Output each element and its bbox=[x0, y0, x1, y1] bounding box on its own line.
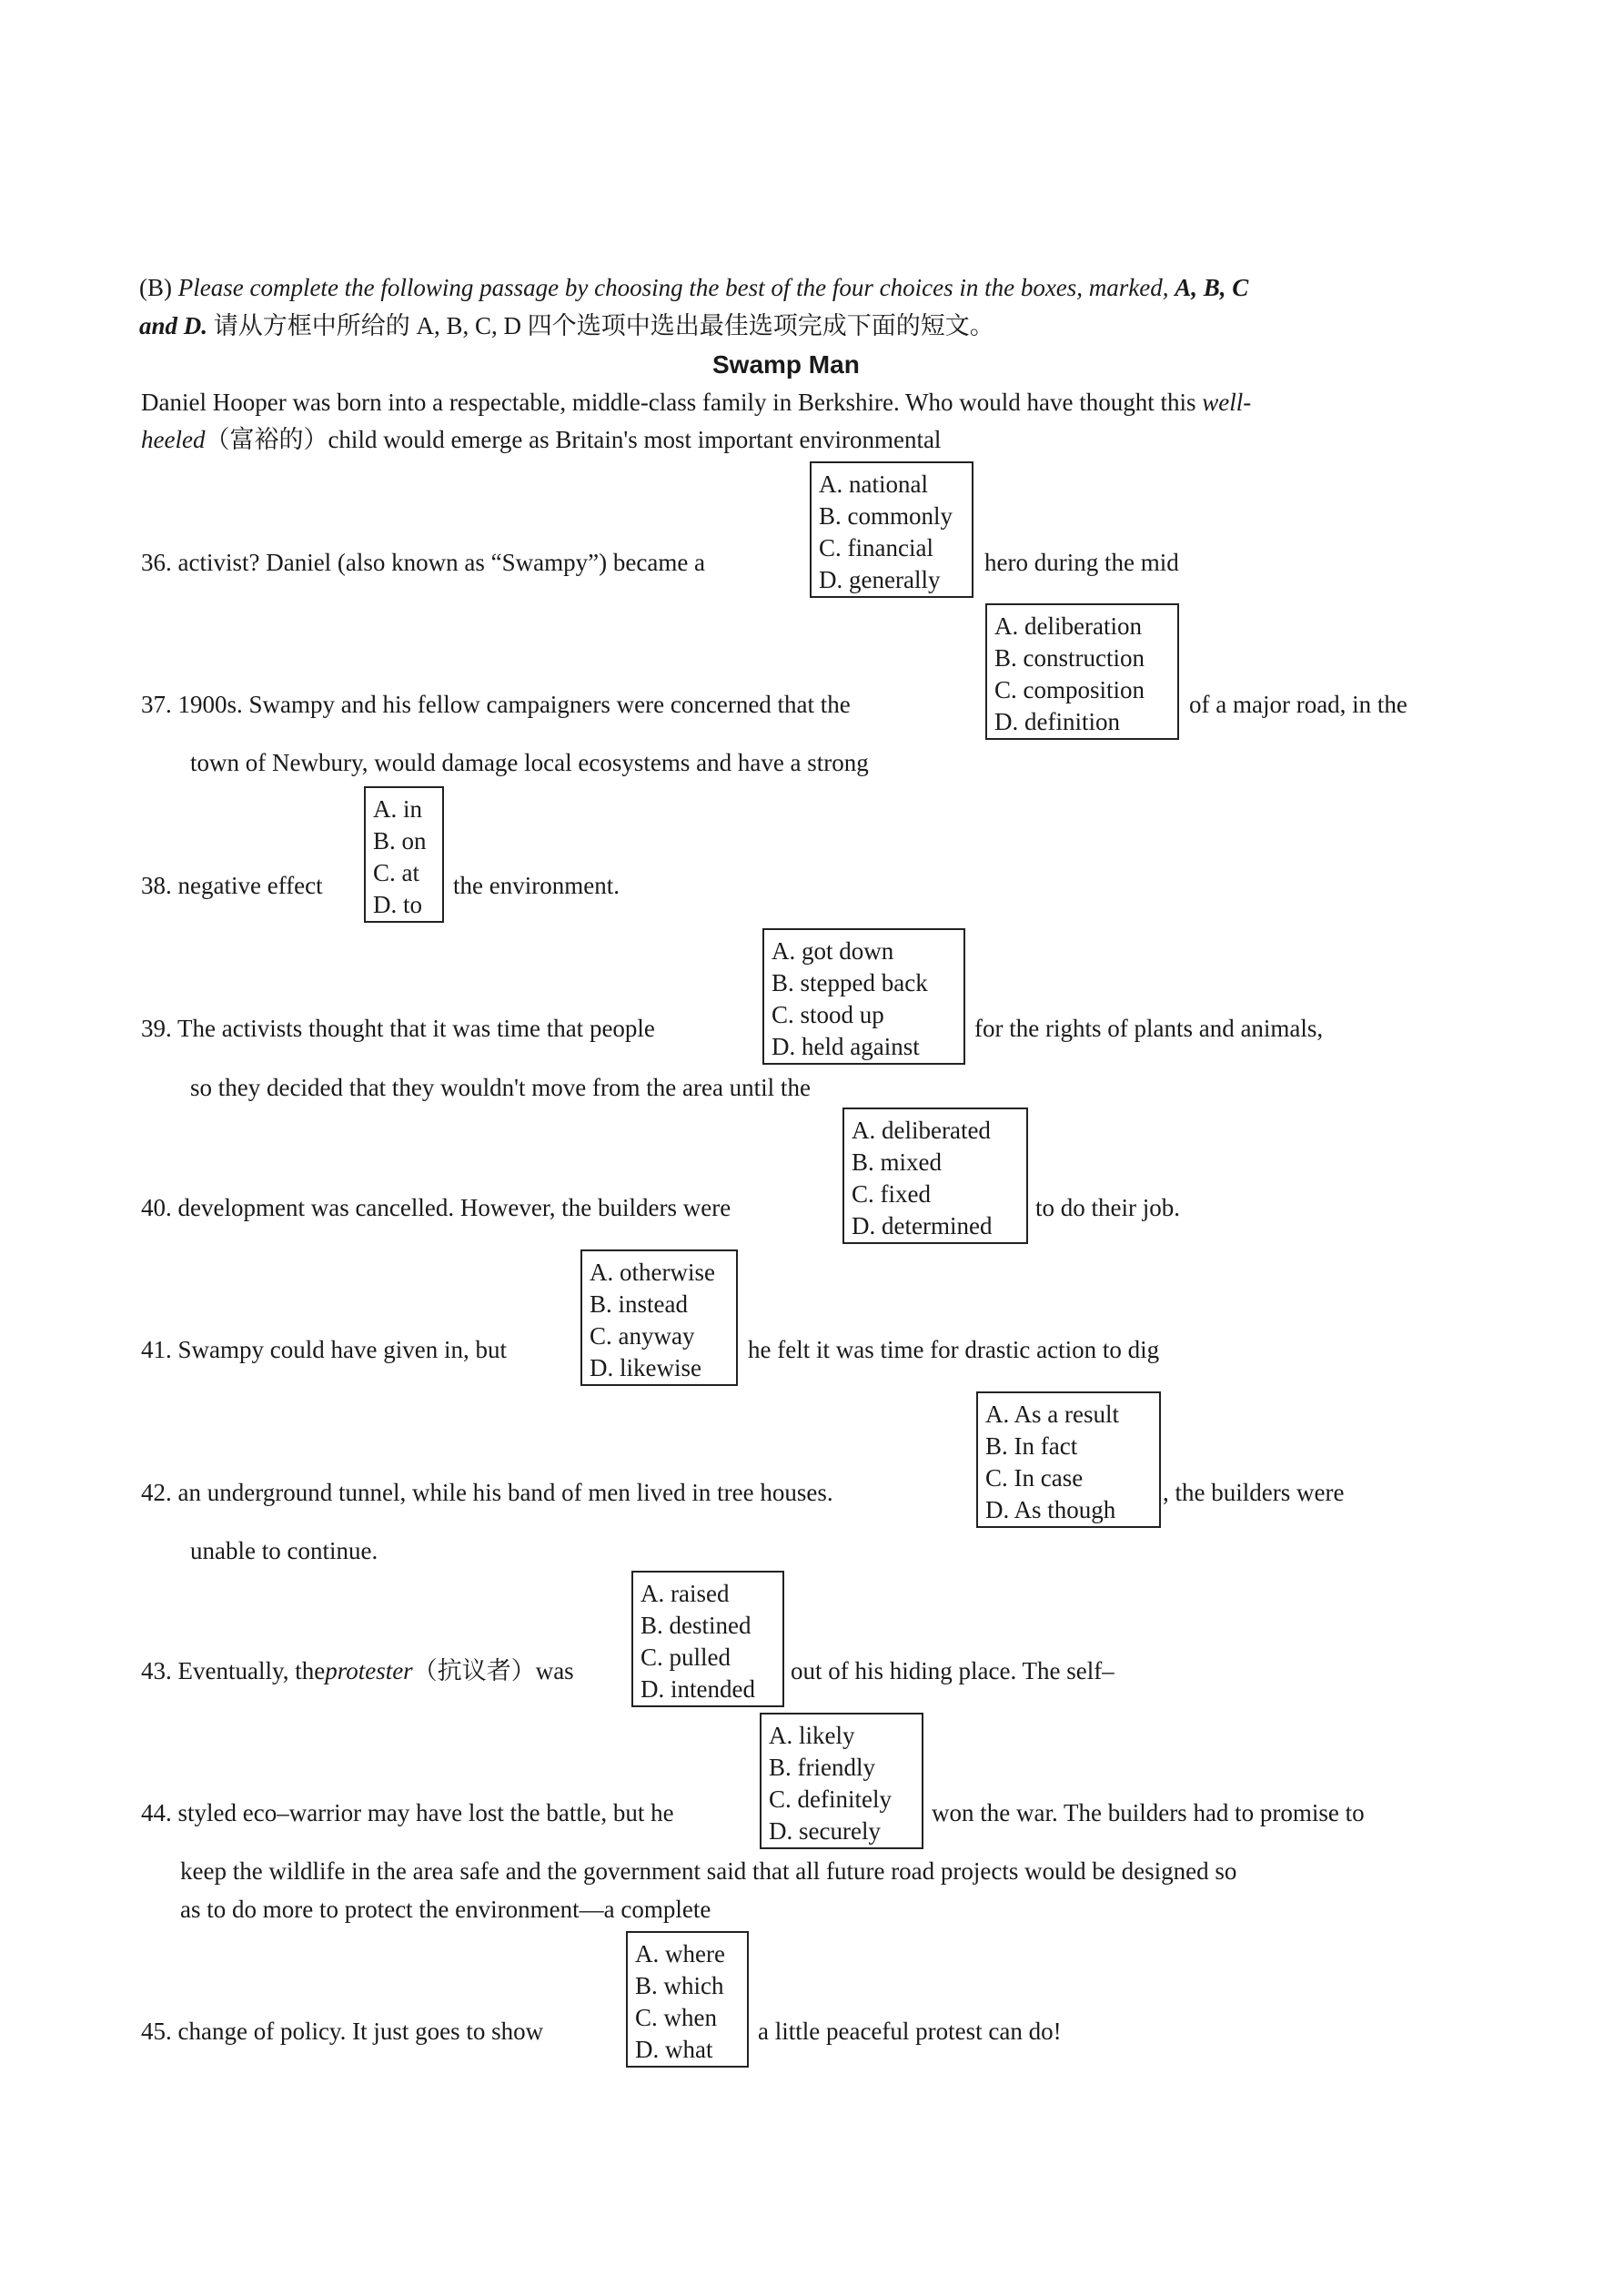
question-text-before: activist? Daniel (also known as “Swampy”) became a bbox=[177, 549, 706, 576]
instructions-line-2 bbox=[139, 314, 994, 339]
option-40-c[interactable]: C. fixed bbox=[852, 1180, 931, 1208]
page-title: Swamp Man bbox=[712, 350, 860, 379]
question-43-line bbox=[141, 1659, 574, 1684]
question-number: 36. bbox=[141, 549, 172, 576]
options-box-37 bbox=[985, 603, 1179, 740]
option-40-d[interactable]: D. determined bbox=[852, 1212, 993, 1239]
question-text-before: an underground tunnel, while his band of men lived in tree houses. bbox=[177, 1479, 833, 1506]
option-43-b[interactable]: B. destined bbox=[641, 1612, 751, 1639]
question-37-after: of a major road, in the bbox=[1189, 691, 1407, 718]
question-44-continuation: keep the wildlife in the area safe and the government said that all future road projects would be designed so bbox=[180, 1857, 1237, 1885]
option-44-b[interactable]: B. friendly bbox=[769, 1754, 875, 1781]
question-42-line bbox=[141, 1481, 833, 1505]
option-41-b[interactable]: B. instead bbox=[590, 1290, 688, 1318]
question-42-continuation: unable to continue. bbox=[190, 1537, 378, 1564]
options-box-45 bbox=[626, 1931, 749, 2068]
question-number: 41. bbox=[141, 1336, 172, 1363]
intro-text-2: child would emerge as Britain's most important environmental bbox=[328, 426, 942, 453]
instructions-and-d: and D. bbox=[139, 312, 208, 339]
option-45-c[interactable]: C. when bbox=[635, 2004, 717, 2031]
option-39-c[interactable]: C. stood up bbox=[772, 1001, 884, 1028]
question-41-line bbox=[141, 1338, 507, 1362]
option-39-a[interactable]: A. got down bbox=[772, 937, 894, 965]
question-gloss: （抗议者）was bbox=[412, 1657, 574, 1684]
options-box-41 bbox=[580, 1249, 738, 1386]
option-44-a[interactable]: A. likely bbox=[769, 1722, 855, 1749]
option-40-b[interactable]: B. mixed bbox=[852, 1148, 942, 1176]
question-number: 39. bbox=[141, 1015, 172, 1042]
question-37-line bbox=[141, 693, 851, 717]
option-45-a[interactable]: A. where bbox=[635, 1940, 725, 1967]
options-box-39 bbox=[762, 928, 965, 1065]
question-38-line bbox=[141, 874, 323, 898]
question-40-after: to do their job. bbox=[1035, 1194, 1180, 1221]
intro-line-1 bbox=[141, 390, 1251, 415]
question-number: 38. bbox=[141, 872, 172, 899]
option-36-c[interactable]: C. financial bbox=[819, 534, 933, 561]
intro-italic-2: heeled bbox=[141, 426, 206, 453]
option-41-d[interactable]: D. likewise bbox=[590, 1354, 701, 1381]
option-44-c[interactable]: C. definitely bbox=[769, 1785, 892, 1813]
option-38-d[interactable]: D. to bbox=[373, 891, 422, 918]
option-36-a[interactable]: A. national bbox=[819, 470, 928, 498]
question-text-before: 1900s. Swampy and his fellow campaigners were concerned that the bbox=[177, 691, 851, 718]
question-44-after: won the war. The builders had to promise to bbox=[932, 1799, 1365, 1826]
option-42-b[interactable]: B. In fact bbox=[985, 1432, 1078, 1460]
question-44-line bbox=[141, 1801, 674, 1826]
question-text-before: styled eco–warrior may have lost the battle, but he bbox=[177, 1799, 674, 1826]
intro-text-1: Daniel Hooper was born into a respectable, middle-class family in Berkshire. Who would have thought this bbox=[141, 389, 1196, 416]
question-number: 44. bbox=[141, 1799, 172, 1826]
question-36-line bbox=[141, 551, 705, 575]
question-40-line bbox=[141, 1196, 731, 1220]
question-39-line bbox=[141, 1017, 655, 1041]
question-38-after: the environment. bbox=[453, 872, 620, 899]
options-box-40 bbox=[842, 1108, 1028, 1244]
option-42-a[interactable]: A. As a result bbox=[985, 1401, 1119, 1428]
question-number: 45. bbox=[141, 2018, 172, 2045]
question-43-after: out of his hiding place. The self– bbox=[791, 1657, 1115, 1684]
question-41-after: he felt it was time for drastic action to dig bbox=[748, 1336, 1160, 1363]
option-44-d[interactable]: D. securely bbox=[769, 1817, 881, 1845]
question-text-before: Swampy could have given in, but bbox=[177, 1336, 507, 1363]
option-43-d[interactable]: D. intended bbox=[641, 1675, 755, 1703]
options-box-42 bbox=[976, 1391, 1161, 1528]
section-label: (B) bbox=[139, 274, 172, 301]
question-text-before: Eventually, the bbox=[177, 1657, 326, 1684]
intro-line-2 bbox=[141, 428, 941, 452]
option-43-c[interactable]: C. pulled bbox=[641, 1644, 731, 1671]
question-45-line bbox=[141, 2019, 543, 2044]
option-37-c[interactable]: C. composition bbox=[994, 676, 1145, 703]
instructions-letters: A, B, C bbox=[1175, 274, 1249, 301]
question-number: 42. bbox=[141, 1479, 172, 1506]
option-36-d[interactable]: D. generally bbox=[819, 566, 941, 593]
question-text-before: negative effect bbox=[177, 872, 323, 899]
intro-gloss: （富裕的） bbox=[205, 426, 328, 453]
option-39-d[interactable]: D. held against bbox=[772, 1033, 920, 1060]
option-37-a[interactable]: A. deliberation bbox=[994, 612, 1142, 640]
option-42-c[interactable]: C. In case bbox=[985, 1464, 1084, 1492]
instructions-text: Please complete the following passage by choosing the best of the four choices in the boxes, marked bbox=[177, 274, 1163, 301]
option-36-b[interactable]: B. commonly bbox=[819, 502, 953, 530]
question-39-continuation: so they decided that they wouldn't move from the area until the bbox=[190, 1074, 811, 1101]
question-number: 40. bbox=[141, 1194, 172, 1221]
question-italic-word: protester bbox=[325, 1657, 413, 1684]
options-box-44 bbox=[760, 1713, 923, 1849]
options-box-36 bbox=[810, 461, 973, 598]
instructions-line-1 bbox=[139, 276, 1248, 300]
option-45-b[interactable]: B. which bbox=[635, 1972, 724, 1999]
option-38-c[interactable]: C. at bbox=[373, 859, 419, 886]
options-box-43 bbox=[631, 1571, 784, 1707]
question-text-before: The activists thought that it was time that people bbox=[177, 1015, 655, 1042]
intro-italic-1: well- bbox=[1202, 389, 1252, 416]
question-42-after: , the builders were bbox=[1163, 1479, 1345, 1506]
option-37-b[interactable]: B. construction bbox=[994, 644, 1145, 672]
question-text-before: change of policy. It just goes to show bbox=[177, 2018, 544, 2045]
question-37-continuation: town of Newbury, would damage local ecosystems and have a strong bbox=[190, 749, 869, 776]
question-39-after: for the rights of plants and animals, bbox=[974, 1015, 1324, 1042]
option-42-d[interactable]: D. As though bbox=[985, 1496, 1116, 1523]
option-38-b[interactable]: B. on bbox=[373, 827, 427, 855]
question-44-continuation-2: as to do more to protect the environment—a complete bbox=[180, 1896, 711, 1923]
question-number: 43. bbox=[141, 1657, 172, 1684]
option-40-a[interactable]: A. deliberated bbox=[852, 1117, 991, 1144]
instructions-comma: , bbox=[1162, 274, 1169, 301]
question-45-after: a little peaceful protest can do! bbox=[758, 2018, 1062, 2045]
question-36-after: hero during the mid bbox=[984, 549, 1179, 576]
option-39-b[interactable]: B. stepped back bbox=[772, 969, 928, 996]
option-43-a[interactable]: A. raised bbox=[641, 1580, 730, 1607]
option-45-d[interactable]: D. what bbox=[635, 2036, 713, 2063]
instructions-chinese: 请从方框中所给的 A, B, C, D 四个选项中选出最佳选项完成下面的短文。 bbox=[213, 312, 994, 339]
option-41-a[interactable]: A. otherwise bbox=[590, 1259, 715, 1286]
option-37-d[interactable]: D. definition bbox=[994, 708, 1120, 735]
question-text-before: development was cancelled. However, the builders were bbox=[177, 1194, 731, 1221]
option-41-c[interactable]: C. anyway bbox=[590, 1322, 695, 1350]
option-38-a[interactable]: A. in bbox=[373, 795, 422, 823]
question-number: 37. bbox=[141, 691, 172, 718]
options-box-38 bbox=[364, 786, 444, 923]
